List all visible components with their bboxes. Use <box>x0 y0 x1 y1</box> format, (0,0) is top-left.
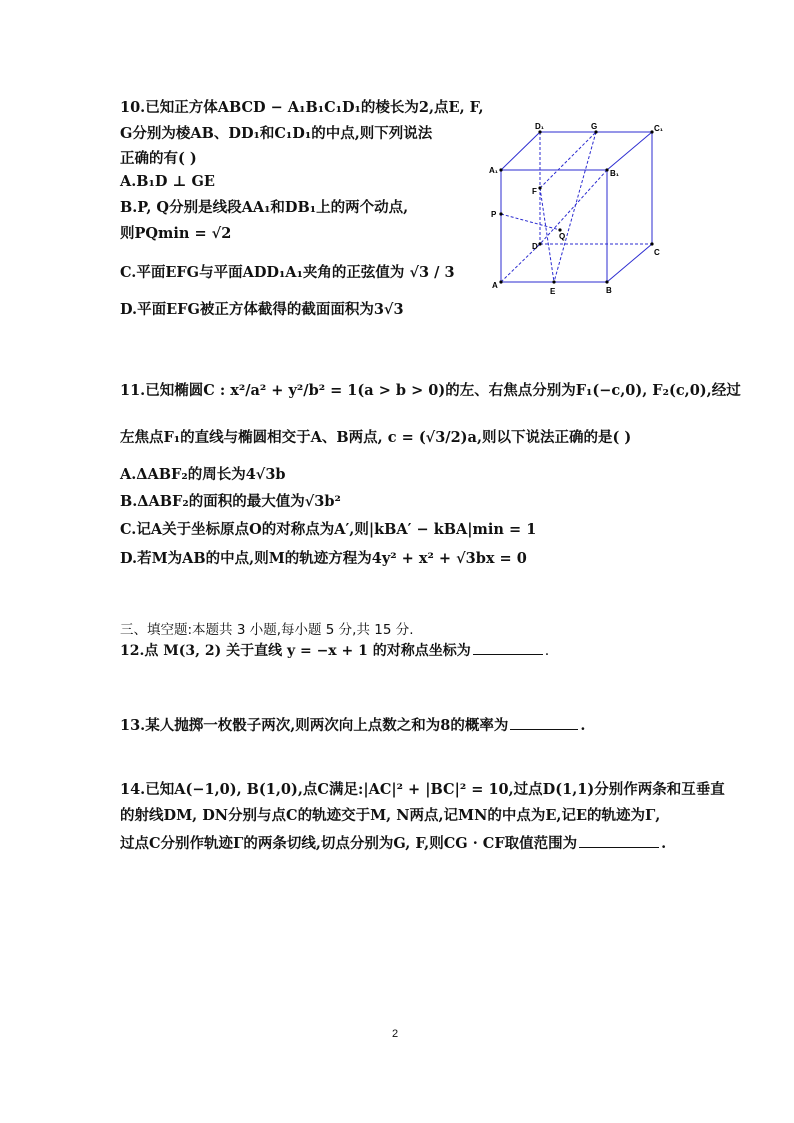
q13-answer-blank[interactable] <box>510 715 578 730</box>
q13-end: . <box>580 717 586 734</box>
q14-end: . <box>661 835 667 852</box>
q14-answer-blank[interactable] <box>579 833 659 848</box>
segment-p-q <box>501 214 560 230</box>
label-e: E <box>550 287 556 296</box>
section-3-heading: 三、填空题:本题共 3 小题,每小题 5 分,共 15 分. <box>120 622 414 638</box>
label-d: D <box>532 242 538 251</box>
segment-g-e <box>554 132 596 282</box>
edge-b1-c1 <box>607 132 652 170</box>
label-c1: C₁ <box>654 124 664 133</box>
page-number: 2 <box>392 1028 399 1040</box>
segment-f-g <box>540 132 596 188</box>
segment-f-e <box>540 188 554 282</box>
label-p: P <box>491 210 497 219</box>
label-d1: D₁ <box>535 122 545 131</box>
label-g: G <box>591 122 598 131</box>
q10-option-b-line1: B.P, Q分别是线段AA₁和DB₁上的两个动点, <box>120 199 409 216</box>
label-b: B <box>606 286 612 295</box>
q12-text: 12.点 M(3, 2) 关于直线 y = −x + 1 的对称点坐标为 <box>120 643 471 659</box>
q10-line1: 10.已知正方体ABCD − A₁B₁C₁D₁的棱长为2,点E, F, <box>120 99 484 116</box>
q14-line3 <box>120 833 666 854</box>
label-a1: A₁ <box>489 166 499 175</box>
q10-option-c: C.平面EFG与平面ADD₁A₁夹角的正弦值为 √3 / 3 <box>120 264 455 281</box>
edge-a1-d1 <box>501 132 540 170</box>
q13 <box>120 715 585 736</box>
cube-figure <box>484 118 674 303</box>
q11-option-c: C.记A关于坐标原点O的对称点为A′,则|kBA′ − kBA|min = 1 <box>120 521 537 538</box>
q11-line1: 11.已知椭圆C : x²/a² + y²/b² = 1(a > b > 0)的左、右焦点分别为F₁(−c,0), F₂(c,0),经过 <box>120 382 741 399</box>
label-q: Q <box>559 232 566 241</box>
q10-option-d: D.平面EFG被正方体截得的截面面积为3√3 <box>120 301 404 318</box>
q14-line2: 的射线DM, DN分别与点C的轨迹交于M, N两点,记MN的中点为E,记E的轨迹为Γ, <box>120 807 661 824</box>
q12-end: . <box>544 643 550 659</box>
q12 <box>120 640 549 661</box>
label-c: C <box>654 248 660 257</box>
segment-b1-d <box>540 170 607 244</box>
q13-text: 13.某人抛掷一枚骰子两次,则两次向上点数之和为8的概率为 <box>120 717 509 734</box>
label-a: A <box>492 281 498 290</box>
q10-option-a: A.B₁D ⊥ GE <box>120 173 215 190</box>
q12-answer-blank[interactable] <box>473 640 543 655</box>
q10-line3: 正确的有( ) <box>120 150 197 167</box>
label-b1: B₁ <box>610 169 620 178</box>
label-f: F <box>532 187 537 196</box>
q11-option-d: D.若M为AB的中点,则M的轨迹方程为4y² + x² + √3bx = 0 <box>120 550 527 567</box>
q11-line2: 左焦点F₁的直线与椭圆相交于A、B两点, c = (√3/2)a,则以下说法正确的是( ) <box>120 429 632 446</box>
q10-line2: G分别为棱AB、DD₁和C₁D₁的中点,则下列说法 <box>120 125 433 142</box>
q10-option-b-line2: 则PQmin = √2 <box>120 225 232 242</box>
q11-option-a: A.ΔABF₂的周长为4√3b <box>120 466 286 483</box>
q11-option-b: B.ΔABF₂的面积的最大值为√3b² <box>120 493 341 510</box>
edge-b-c <box>607 244 652 282</box>
q14-line3-text: 过点C分别作轨迹Γ的两条切线,切点分别为G, F,则CG · CF取值范围为 <box>120 835 578 852</box>
q14-line1: 14.已知A(−1,0), B(1,0),点C满足:|AC|² + |BC|² = 10,过点D(1,1)分别作两条和互垂直 <box>120 781 725 798</box>
